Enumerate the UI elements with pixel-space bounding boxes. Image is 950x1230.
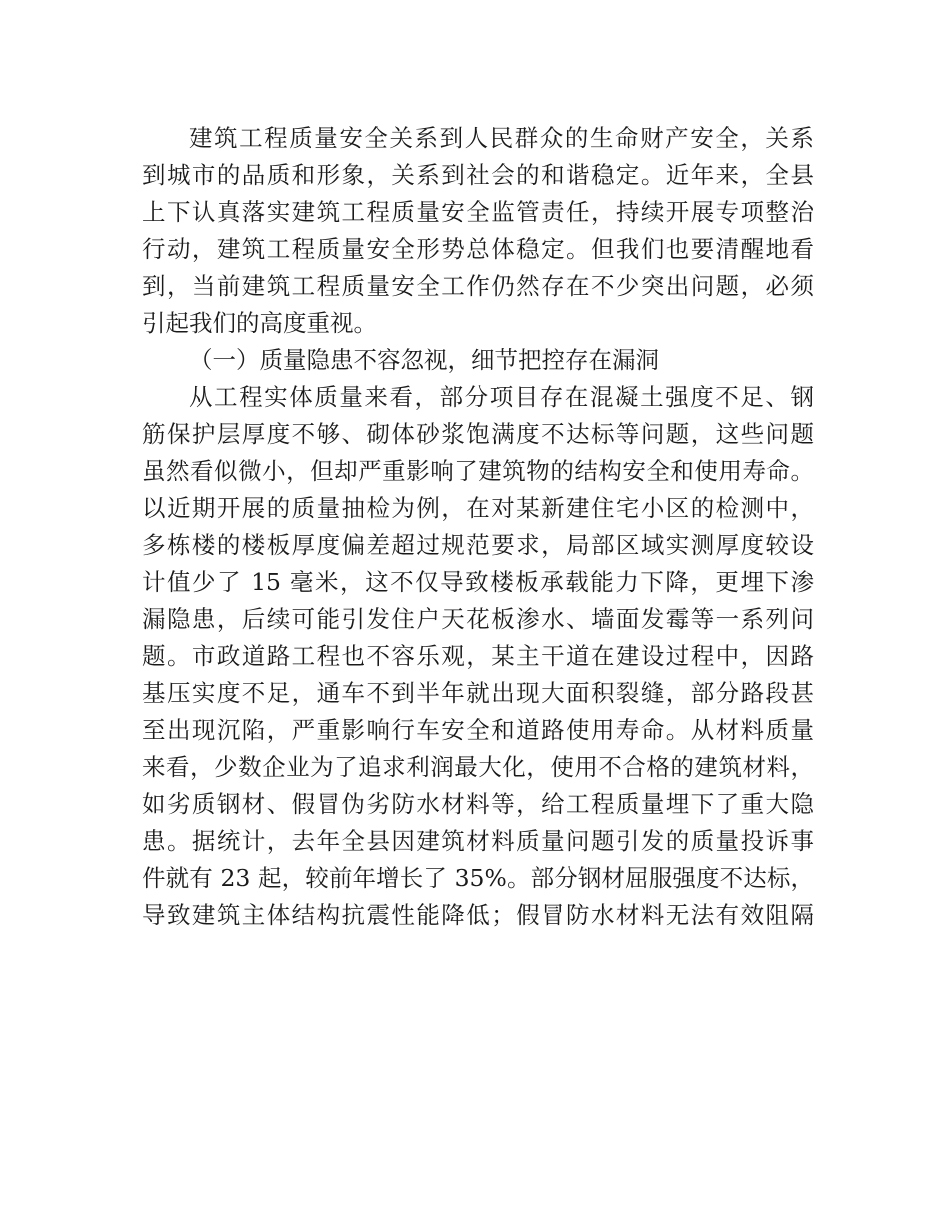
paragraph-line: 上下认真落实建筑工程质量安全监管责任，持续开展专项整治 (142, 198, 814, 226)
paragraph-line: 筋保护层厚度不够、砌体砂浆饱满度不达标等问题，这些问题 (142, 420, 814, 448)
paragraph-line: 从工程实体质量来看，部分项目存在混凝土强度不足、钢 (189, 383, 814, 411)
paragraph-line: 到，当前建筑工程质量安全工作仍然存在不少突出问题，必须 (142, 272, 814, 300)
paragraph-line: 虽然看似微小，但却严重影响了建筑物的结构安全和使用寿命。 (142, 457, 814, 485)
paragraph-line: 件就有 23 起，较前年增长了 35%。部分钢材屈服强度不达标， (142, 864, 814, 892)
paragraph-line: 计值少了 15 毫米，这不仅导致楼板承载能力下降，更埋下渗 (142, 568, 814, 596)
paragraph-line: 至出现沉陷，严重影响行车安全和道路使用寿命。从材料质量 (142, 716, 814, 744)
paragraph-line: 行动，建筑工程质量安全形势总体稳定。但我们也要清醒地看 (142, 235, 814, 263)
quality-paragraph (142, 379, 814, 934)
paragraph-line: 来看，少数企业为了追求利润最大化，使用不合格的建筑材料， (142, 753, 814, 781)
paragraph-line: 建筑工程质量安全关系到人民群众的生命财产安全，关系 (189, 124, 814, 152)
paragraph-line: 导致建筑主体结构抗震性能降低；假冒防水材料无法有效阻隔 (142, 901, 814, 929)
section-heading: （一）质量隐患不容忽视，细节把控存在漏洞 (189, 346, 659, 374)
paragraph-line: 基压实度不足，通车不到半年就出现大面积裂缝，部分路段甚 (142, 679, 814, 707)
paragraph-line: 题。市政道路工程也不容乐观，某主干道在建设过程中，因路 (142, 642, 814, 670)
intro-paragraph (142, 120, 814, 342)
document-body (142, 120, 814, 934)
paragraph-line: 漏隐患，后续可能引发住户天花板渗水、墙面发霉等一系列问 (142, 605, 814, 633)
paragraph-line: 患。据统计，去年全县因建筑材料质量问题引发的质量投诉事 (142, 827, 814, 855)
paragraph-line: 如劣质钢材、假冒伪劣防水材料等，给工程质量埋下了重大隐 (142, 790, 814, 818)
paragraph-line: 引起我们的高度重视。 (142, 309, 377, 337)
paragraph-line: 以近期开展的质量抽检为例，在对某新建住宅小区的检测中， (142, 494, 814, 522)
paragraph-line: 到城市的品质和形象，关系到社会的和谐稳定。近年来，全县 (142, 161, 814, 189)
paragraph-line: 多栋楼的楼板厚度偏差超过规范要求，局部区域实测厚度较设 (142, 531, 814, 559)
